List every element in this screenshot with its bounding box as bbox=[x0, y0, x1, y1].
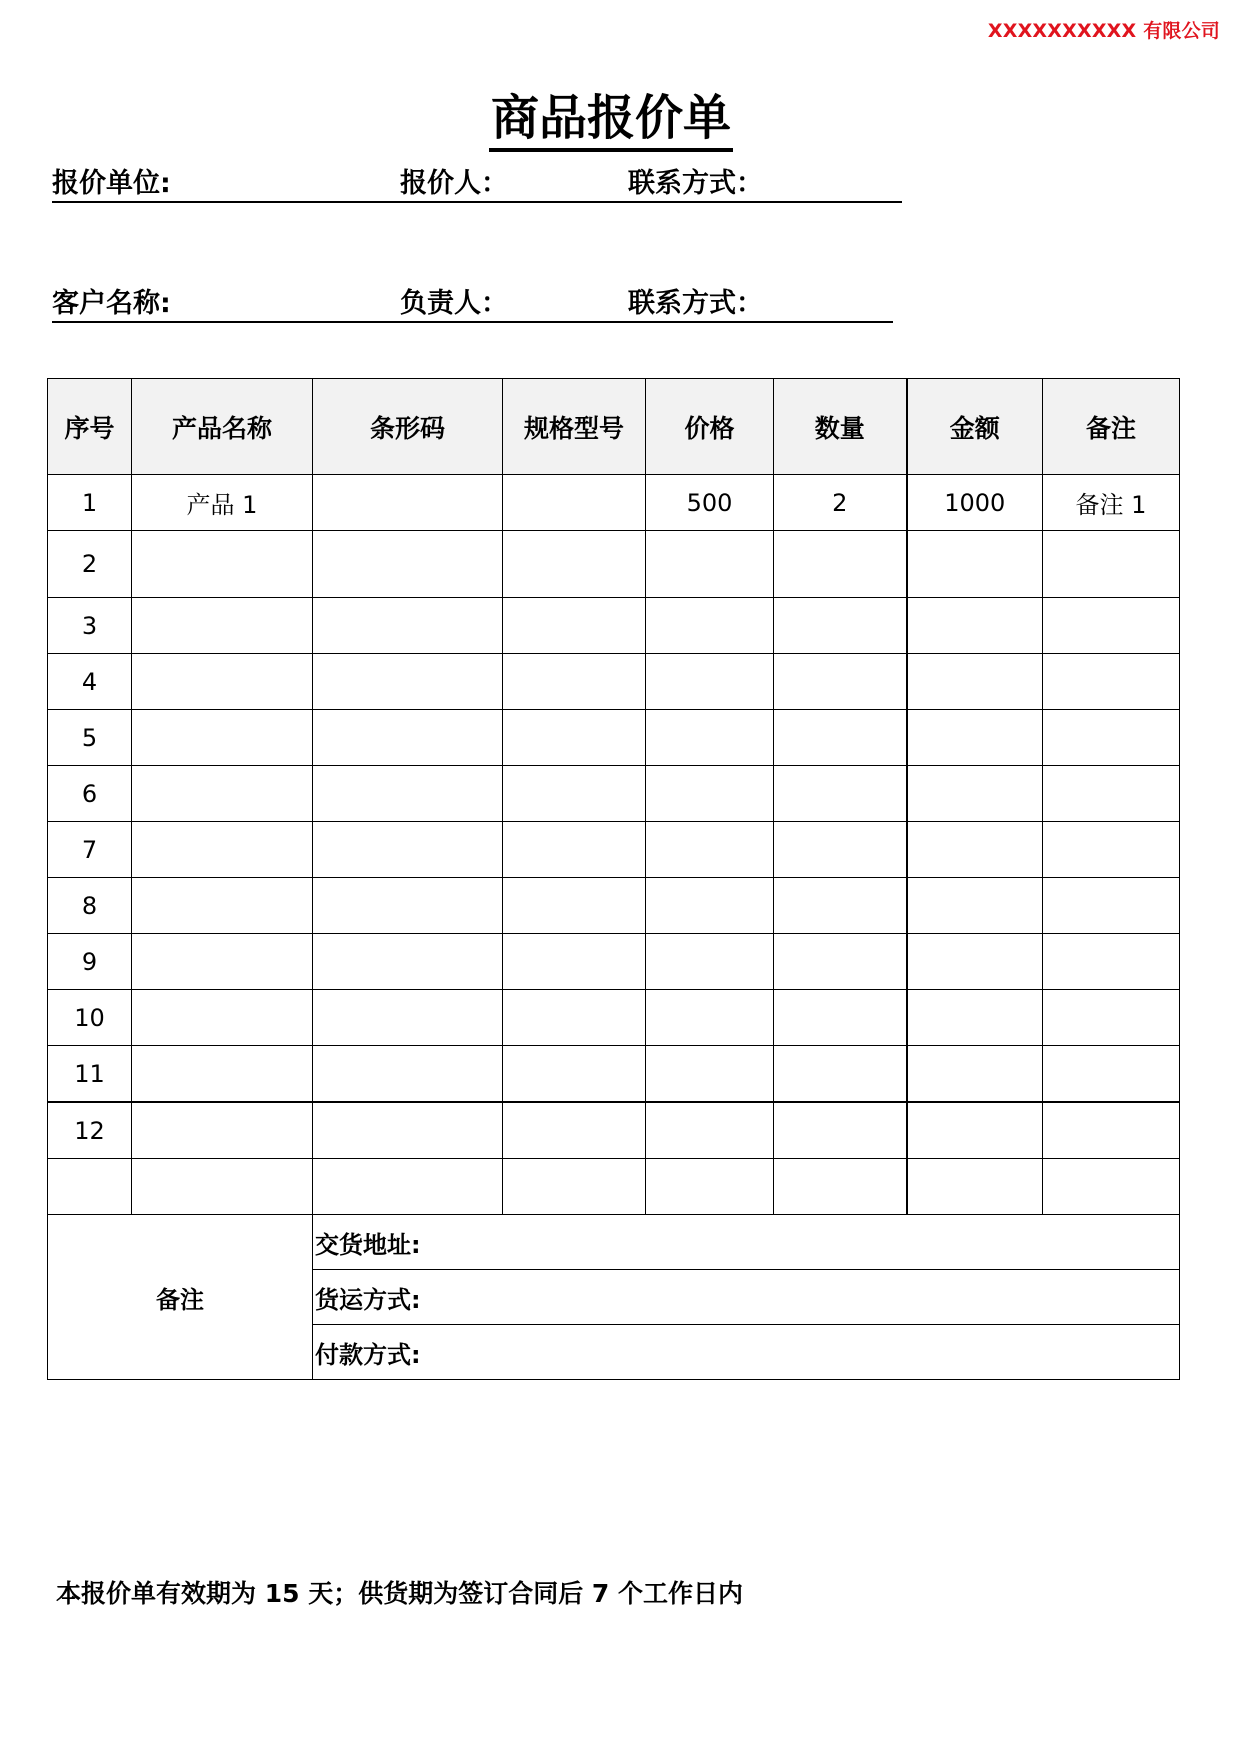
cell-barcode[interactable] bbox=[313, 878, 503, 934]
cell-price[interactable] bbox=[646, 1159, 774, 1215]
cell-index[interactable]: 5 bbox=[48, 710, 132, 766]
cell-remark[interactable] bbox=[1043, 1159, 1180, 1215]
cell-spec-model[interactable] bbox=[503, 878, 646, 934]
cell-barcode[interactable] bbox=[313, 990, 503, 1046]
cell-quantity[interactable] bbox=[774, 1102, 907, 1159]
cell-amount[interactable] bbox=[907, 598, 1043, 654]
cell-spec-model[interactable] bbox=[503, 531, 646, 598]
info-row-2-underline bbox=[52, 321, 893, 323]
cell-barcode[interactable] bbox=[313, 822, 503, 878]
cell-amount[interactable] bbox=[907, 878, 1043, 934]
cell-remark[interactable] bbox=[1043, 654, 1180, 710]
header-index: 序号 bbox=[48, 379, 132, 475]
cell-barcode[interactable] bbox=[313, 1046, 503, 1103]
cell-index[interactable]: 11 bbox=[48, 1046, 132, 1103]
table-row bbox=[48, 990, 1180, 1046]
cell-product-name[interactable] bbox=[132, 822, 313, 878]
cell-product-name[interactable]: 产品 1 bbox=[132, 475, 313, 531]
cell-amount[interactable] bbox=[907, 654, 1043, 710]
header-spec-model: 规格型号 bbox=[503, 379, 646, 475]
cell-spec-model[interactable] bbox=[503, 934, 646, 990]
cell-spec-model[interactable] bbox=[503, 990, 646, 1046]
table-row bbox=[48, 475, 1180, 531]
cell-quantity[interactable] bbox=[774, 766, 907, 822]
table-row bbox=[48, 710, 1180, 766]
validity-note: 本报价单有效期为 15 天；供货期为签订合同后 7 个工作日内 bbox=[56, 1579, 744, 1608]
cell-amount[interactable] bbox=[907, 766, 1043, 822]
cell-index[interactable]: 10 bbox=[48, 990, 132, 1046]
cell-remark[interactable] bbox=[1043, 1046, 1180, 1103]
cell-spec-model[interactable] bbox=[503, 1046, 646, 1103]
cell-price[interactable] bbox=[646, 531, 774, 598]
cell-product-name[interactable] bbox=[132, 878, 313, 934]
cell-remark[interactable]: 备注 1 bbox=[1043, 475, 1180, 531]
cell-index[interactable]: 4 bbox=[48, 654, 132, 710]
cell-amount[interactable] bbox=[907, 1102, 1043, 1159]
table-row bbox=[48, 1102, 1180, 1159]
header-barcode: 条形码 bbox=[313, 379, 503, 475]
cell-quantity[interactable] bbox=[774, 710, 907, 766]
contact-label-2: 联系方式： bbox=[628, 288, 763, 319]
shipping-method-field[interactable]: 货运方式: bbox=[313, 1270, 1180, 1325]
cell-index[interactable] bbox=[48, 1159, 132, 1215]
footer-row-delivery bbox=[48, 1215, 1180, 1270]
cell-index[interactable]: 8 bbox=[48, 878, 132, 934]
quote-table bbox=[47, 378, 1180, 1380]
cell-spec-model[interactable] bbox=[503, 475, 646, 531]
cell-index[interactable]: 9 bbox=[48, 934, 132, 990]
cell-index[interactable]: 3 bbox=[48, 598, 132, 654]
cell-quantity[interactable] bbox=[774, 654, 907, 710]
cell-remark[interactable] bbox=[1043, 766, 1180, 822]
page-title-wrap bbox=[0, 88, 1234, 152]
cell-remark[interactable] bbox=[1043, 531, 1180, 598]
table-row bbox=[48, 654, 1180, 710]
cell-amount[interactable] bbox=[907, 934, 1043, 990]
table-row bbox=[48, 878, 1180, 934]
header-product-name: 产品名称 bbox=[132, 379, 313, 475]
cell-index[interactable]: 1 bbox=[48, 475, 132, 531]
cell-remark[interactable] bbox=[1043, 710, 1180, 766]
cell-barcode[interactable] bbox=[313, 1159, 503, 1215]
cell-index[interactable]: 12 bbox=[48, 1102, 132, 1159]
cell-quantity[interactable] bbox=[774, 878, 907, 934]
cell-barcode[interactable] bbox=[313, 766, 503, 822]
cell-spec-model[interactable] bbox=[503, 1159, 646, 1215]
quoter-label: 报价人： bbox=[400, 168, 508, 199]
header-remark: 备注 bbox=[1043, 379, 1180, 475]
table-row bbox=[48, 1159, 1180, 1215]
responsible-label: 负责人： bbox=[400, 288, 508, 319]
cell-product-name[interactable] bbox=[132, 766, 313, 822]
table-row bbox=[48, 766, 1180, 822]
cell-product-name[interactable] bbox=[132, 1046, 313, 1103]
info-row-1 bbox=[0, 163, 1234, 203]
company-name: XXXXXXXXXX 有限公司 bbox=[987, 20, 1220, 42]
cell-remark[interactable] bbox=[1043, 1102, 1180, 1159]
cell-barcode[interactable] bbox=[313, 934, 503, 990]
table-row bbox=[48, 934, 1180, 990]
delivery-address-field[interactable]: 交货地址: bbox=[313, 1215, 1180, 1270]
customer-name-label: 客户名称: bbox=[52, 288, 171, 319]
footer-remark-label: 备注 bbox=[48, 1215, 313, 1380]
cell-product-name[interactable] bbox=[132, 710, 313, 766]
cell-barcode[interactable] bbox=[313, 475, 503, 531]
cell-price[interactable] bbox=[646, 654, 774, 710]
info-row-1-underline bbox=[52, 201, 902, 203]
cell-spec-model[interactable] bbox=[503, 654, 646, 710]
table-body bbox=[48, 475, 1180, 1380]
cell-product-name[interactable] bbox=[132, 1102, 313, 1159]
cell-price[interactable] bbox=[646, 710, 774, 766]
cell-index[interactable]: 2 bbox=[48, 531, 132, 598]
cell-spec-model[interactable] bbox=[503, 710, 646, 766]
header-price: 价格 bbox=[646, 379, 774, 475]
cell-price[interactable] bbox=[646, 1102, 774, 1159]
cell-remark[interactable] bbox=[1043, 934, 1180, 990]
cell-product-name[interactable] bbox=[132, 598, 313, 654]
cell-quantity[interactable] bbox=[774, 1046, 907, 1103]
cell-price[interactable] bbox=[646, 990, 774, 1046]
cell-barcode[interactable] bbox=[313, 1102, 503, 1159]
cell-amount[interactable] bbox=[907, 1046, 1043, 1103]
cell-price[interactable] bbox=[646, 766, 774, 822]
cell-remark[interactable] bbox=[1043, 822, 1180, 878]
table-row bbox=[48, 822, 1180, 878]
cell-remark[interactable] bbox=[1043, 878, 1180, 934]
cell-quantity[interactable] bbox=[774, 1159, 907, 1215]
table-row bbox=[48, 531, 1180, 598]
header-quantity: 数量 bbox=[774, 379, 907, 475]
cell-product-name[interactable] bbox=[132, 654, 313, 710]
cell-price[interactable] bbox=[646, 822, 774, 878]
cell-barcode[interactable] bbox=[313, 598, 503, 654]
cell-quantity[interactable] bbox=[774, 598, 907, 654]
table-row bbox=[48, 1046, 1180, 1103]
cell-quantity[interactable] bbox=[774, 934, 907, 990]
cell-price[interactable] bbox=[646, 598, 774, 654]
cell-price[interactable] bbox=[646, 934, 774, 990]
quote-unit-label: 报价单位: bbox=[52, 168, 171, 199]
table-row bbox=[48, 598, 1180, 654]
cell-price[interactable]: 500 bbox=[646, 475, 774, 531]
cell-amount[interactable] bbox=[907, 990, 1043, 1046]
cell-amount[interactable] bbox=[907, 531, 1043, 598]
cell-quantity[interactable] bbox=[774, 531, 907, 598]
cell-spec-model[interactable] bbox=[503, 598, 646, 654]
contact-label-1: 联系方式： bbox=[628, 168, 763, 199]
cell-quantity[interactable] bbox=[774, 822, 907, 878]
cell-product-name[interactable] bbox=[132, 990, 313, 1046]
cell-amount[interactable]: 1000 bbox=[907, 475, 1043, 531]
cell-quantity[interactable]: 2 bbox=[774, 475, 907, 531]
info-row-2 bbox=[0, 283, 1234, 323]
cell-amount[interactable] bbox=[907, 822, 1043, 878]
cell-price[interactable] bbox=[646, 878, 774, 934]
cell-index[interactable]: 7 bbox=[48, 822, 132, 878]
cell-amount[interactable] bbox=[907, 710, 1043, 766]
cell-quantity[interactable] bbox=[774, 990, 907, 1046]
cell-spec-model[interactable] bbox=[503, 822, 646, 878]
cell-spec-model[interactable] bbox=[503, 766, 646, 822]
page-title: 商品报价单 bbox=[489, 88, 733, 152]
cell-barcode[interactable] bbox=[313, 531, 503, 598]
cell-remark[interactable] bbox=[1043, 990, 1180, 1046]
cell-index[interactable]: 6 bbox=[48, 766, 132, 822]
cell-product-name[interactable] bbox=[132, 1159, 313, 1215]
payment-method-field[interactable]: 付款方式: bbox=[313, 1325, 1180, 1380]
cell-barcode[interactable] bbox=[313, 710, 503, 766]
cell-barcode[interactable] bbox=[313, 654, 503, 710]
cell-product-name[interactable] bbox=[132, 531, 313, 598]
cell-spec-model[interactable] bbox=[503, 1102, 646, 1159]
table-header-row bbox=[48, 379, 1180, 475]
cell-price[interactable] bbox=[646, 1046, 774, 1103]
header-amount: 金额 bbox=[907, 379, 1043, 475]
cell-product-name[interactable] bbox=[132, 934, 313, 990]
cell-remark[interactable] bbox=[1043, 598, 1180, 654]
cell-amount[interactable] bbox=[907, 1159, 1043, 1215]
